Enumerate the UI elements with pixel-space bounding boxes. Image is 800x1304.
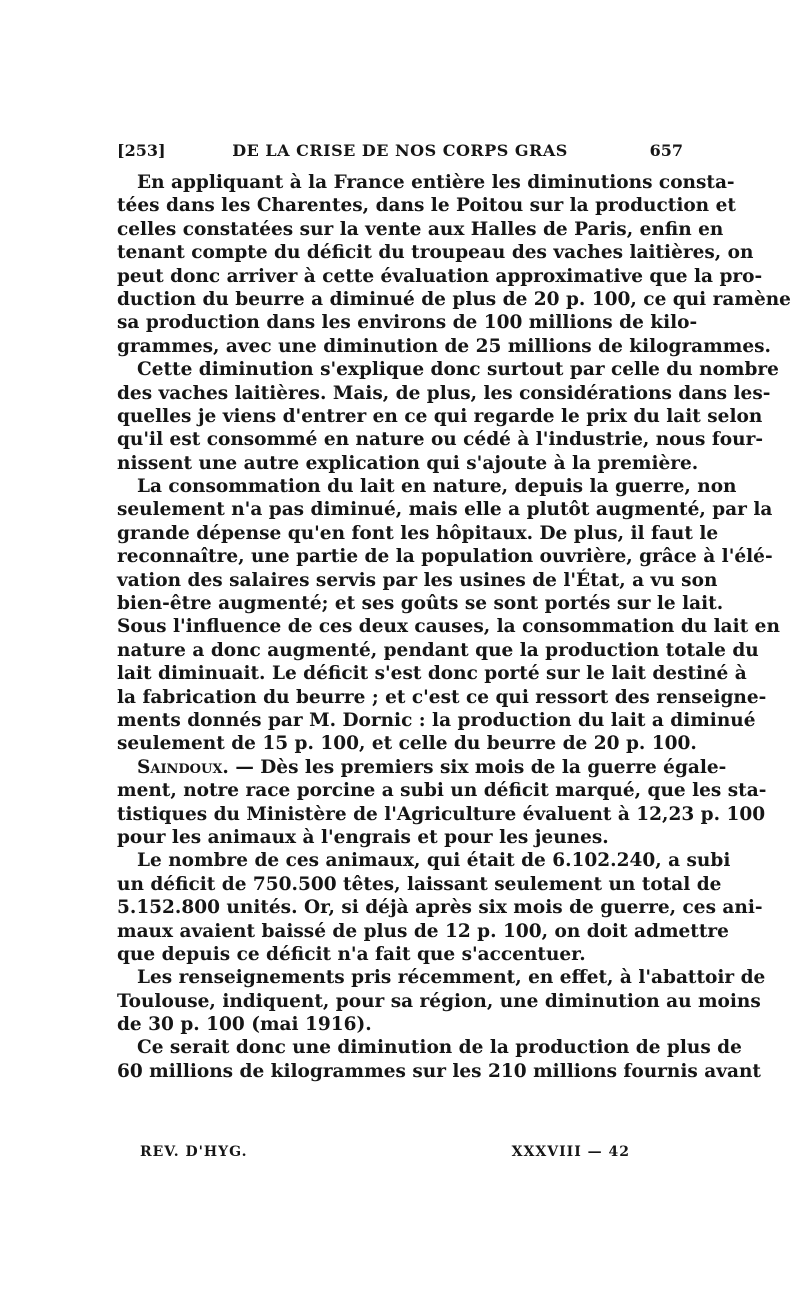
- text-line: duction du beurre a diminué de plus de 20 p. 100, ce qui ramène: [117, 288, 791, 310]
- text-line-continuation: — Dès les premiers six mois de la guerre égale-: [228, 756, 727, 778]
- text-line: [117, 756, 727, 779]
- text-line: vation des salaires servis par les usines de l'État, a vu son: [117, 569, 718, 591]
- text-line: tées dans les Charentes, dans le Poitou sur la production et: [117, 195, 736, 217]
- text-line: seulement de 15 p. 100, et celle du beurre de 20 p. 100.: [117, 733, 697, 755]
- text-line: ments donnés par M. Dornic : la production du lait a diminué: [117, 709, 756, 731]
- text-line: peut donc arriver à cette évaluation approximative que la pro-: [117, 265, 763, 287]
- text-line: seulement n'a pas diminué, mais elle a plutôt augmenté, par la: [117, 499, 773, 521]
- text-line: Les renseignements pris récemment, en effet, à l'abattoir de: [137, 967, 766, 989]
- text-line: ment, notre race porcine a subi un déficit marqué, que les sta-: [117, 780, 767, 802]
- page-footer: [140, 1144, 630, 1164]
- signature-mark: XXXVIII — 42: [511, 1144, 630, 1160]
- text-line: Cette diminution s'explique donc surtout par celle du nombre: [137, 359, 779, 381]
- text-line: celles constatées sur la vente aux Halles de Paris, enfin en: [117, 218, 724, 240]
- journal-abbreviation: REV. D'HYG.: [140, 1144, 248, 1160]
- text-line: Sous l'influence de ces deux causes, la consommation du lait en: [117, 616, 780, 638]
- text-line: la fabrication du beurre ; et c'est ce qui ressort des renseigne-: [117, 686, 767, 708]
- text-line: un déficit de 750.500 têtes, laissant seulement un total de: [117, 873, 722, 895]
- text-line: tenant compte du déficit du troupeau des vaches laitières, on: [117, 242, 754, 264]
- text-line: bien-être augmenté; et ses goûts se sont portés sur le lait.: [117, 593, 724, 615]
- text-line: sa production dans les environs de 100 millions de kilo-: [117, 312, 698, 334]
- text-line: nissent une autre explication qui s'ajoute à la première.: [117, 452, 699, 474]
- text-line: 5.152.800 unités. Or, si déjà après six mois de guerre, ces ani-: [117, 897, 763, 919]
- text-line: quelles je viens d'entrer en ce qui regarde le prix du lait selon: [117, 405, 763, 427]
- text-line: nature a donc augmenté, pendant que la production totale du: [117, 639, 759, 661]
- page-number: 657: [649, 141, 683, 160]
- text-line: grammes, avec une diminution de 25 millions de kilogrammes.: [117, 335, 771, 357]
- text-line: reconnaître, une partie de la population ouvrière, grâce à l'élé-: [117, 546, 773, 568]
- text-line: tistiques du Ministère de l'Agriculture évaluent à 12,23 p. 100: [117, 803, 766, 825]
- text-line: La consommation du lait en nature, depuis la guerre, non: [137, 476, 737, 498]
- text-line: pour les animaux à l'engrais et pour les jeunes.: [117, 826, 609, 848]
- text-line: grande dépense qu'en font les hôpitaux. De plus, il faut le: [117, 522, 719, 544]
- text-line: Le nombre de ces animaux, qui était de 6.102.240, a subi: [137, 850, 731, 872]
- text-line: 60 millions de kilogrammes sur les 210 millions fournis avant: [117, 1060, 761, 1082]
- text-line: En appliquant à la France entière les diminutions consta-: [137, 172, 735, 193]
- text-line: Toulouse, indiquent, pour sa région, une diminution au moins: [117, 990, 761, 1012]
- page-reference: [253]: [117, 141, 166, 160]
- running-title: DE LA CRISE DE NOS CORPS GRAS: [232, 141, 568, 160]
- text-line: maux avaient baissé de plus de 12 p. 100, on doit admettre: [117, 920, 729, 942]
- section-lead-saindoux: Saindoux.: [137, 756, 229, 778]
- running-header: [117, 141, 683, 163]
- text-line: lait diminuait. Le déficit s'est donc porté sur le lait destiné à: [117, 663, 747, 685]
- text-line: qu'il est consommé en nature ou cédé à l'industrie, nous four-: [117, 429, 763, 451]
- text-line: Ce serait donc une diminution de la production de plus de: [137, 1037, 742, 1059]
- text-line: que depuis ce déficit n'a fait que s'accentuer.: [117, 943, 586, 965]
- text-line: des vaches laitières. Mais, de plus, les considérations dans les-: [117, 382, 771, 404]
- text-line: de 30 p. 100 (mai 1916).: [117, 1014, 372, 1036]
- article-body: [117, 171, 791, 1083]
